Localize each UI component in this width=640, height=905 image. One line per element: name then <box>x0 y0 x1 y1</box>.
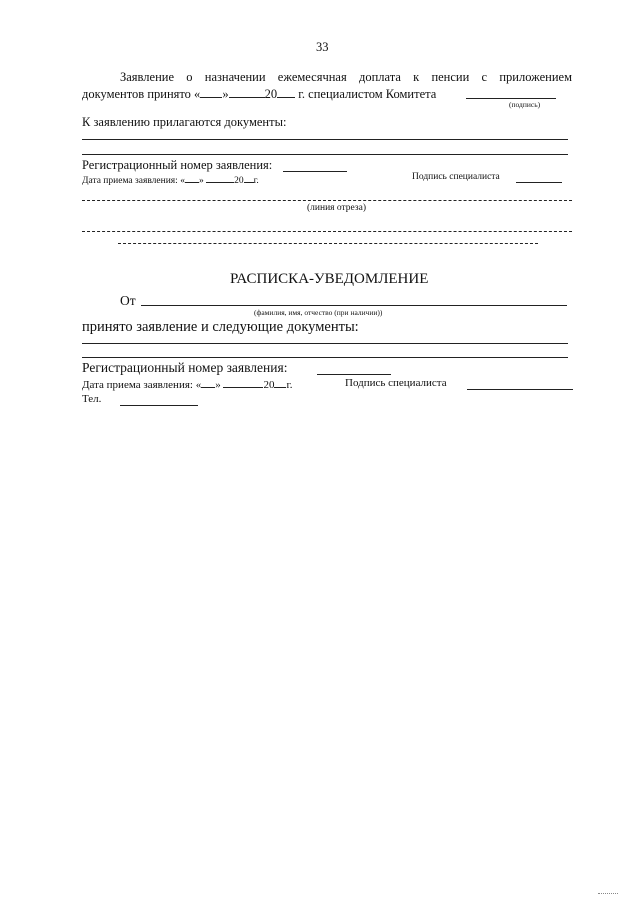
phone-line <box>120 405 198 406</box>
attached-docs-label: К заявлению прилагаются документы: <box>82 115 287 129</box>
from-line <box>141 305 567 306</box>
documents-line-1 <box>82 343 568 344</box>
receipt-date-day-blank <box>201 377 215 388</box>
date-label-part-c: 20 <box>234 176 244 186</box>
documents-line-2 <box>82 357 568 358</box>
date-month-blank <box>206 174 234 183</box>
date-day-blank <box>185 174 199 183</box>
phone-label: Тел. <box>82 393 102 405</box>
from-caption: (фамилия, имя, отчество (при наличии)) <box>254 308 383 317</box>
day-blank <box>200 87 222 98</box>
application-line-1: Заявление о назначении ежемесячная доплата к пенсии с приложением <box>120 70 572 84</box>
date-label-part-d: г. <box>253 176 259 186</box>
cut-line-top <box>82 200 572 201</box>
cut-line-bottom <box>118 243 538 244</box>
date-year-blank <box>244 174 254 183</box>
receipt-date-month-blank <box>223 377 263 388</box>
receipt-reg-number-line <box>317 374 391 375</box>
signature-caption: (подпись) <box>509 100 541 109</box>
cut-line-caption: (линия отреза) <box>307 203 367 213</box>
receipt-date-part-c: 20 <box>263 379 275 391</box>
date-label-part-a: Дата приема заявления: « <box>82 176 185 186</box>
from-label: От <box>120 293 136 308</box>
receipt-specialist-signature-label: Подпись специалиста <box>345 377 447 389</box>
receipt-date-year-blank <box>274 377 286 388</box>
page-number: 33 <box>316 40 329 54</box>
specialist-signature-label: Подпись специалиста <box>412 172 500 182</box>
receipt-date-part-b: » <box>215 379 221 391</box>
application-line-2-part-c: 20 <box>264 87 278 101</box>
scan-artifact <box>598 893 618 894</box>
reg-number-label: Регистрационный номер заявления: <box>82 158 273 172</box>
receipt-reg-number-label: Регистрационный номер заявления: <box>82 360 288 375</box>
application-line-2-part-d: г. специалистом Комитета <box>298 87 437 101</box>
application-line-2-part-b: » <box>222 87 229 101</box>
specialist-signature-line <box>516 182 562 183</box>
date-label-part-b: » <box>198 176 204 186</box>
attached-docs-line-2 <box>82 154 568 155</box>
reg-number-line <box>283 171 347 172</box>
attached-docs-line-1 <box>82 139 568 140</box>
application-line-2-part-a: документов принято « <box>82 87 201 101</box>
application-line-2 <box>82 87 436 102</box>
month-blank <box>229 87 265 98</box>
receipt-date-label <box>82 174 259 186</box>
year-blank <box>277 87 295 98</box>
cut-line-middle <box>82 231 572 232</box>
receipt-title: РАСПИСКА-УВЕДОМЛЕНИЕ <box>230 271 429 287</box>
committee-signature-line <box>466 98 556 99</box>
receipt-date-part-a: Дата приема заявления: « <box>82 379 202 391</box>
receipt-date-line <box>82 377 292 391</box>
accepted-text: принято заявление и следующие документы: <box>82 319 359 335</box>
receipt-specialist-signature-line <box>467 389 573 390</box>
receipt-date-part-d: г. <box>286 379 293 391</box>
